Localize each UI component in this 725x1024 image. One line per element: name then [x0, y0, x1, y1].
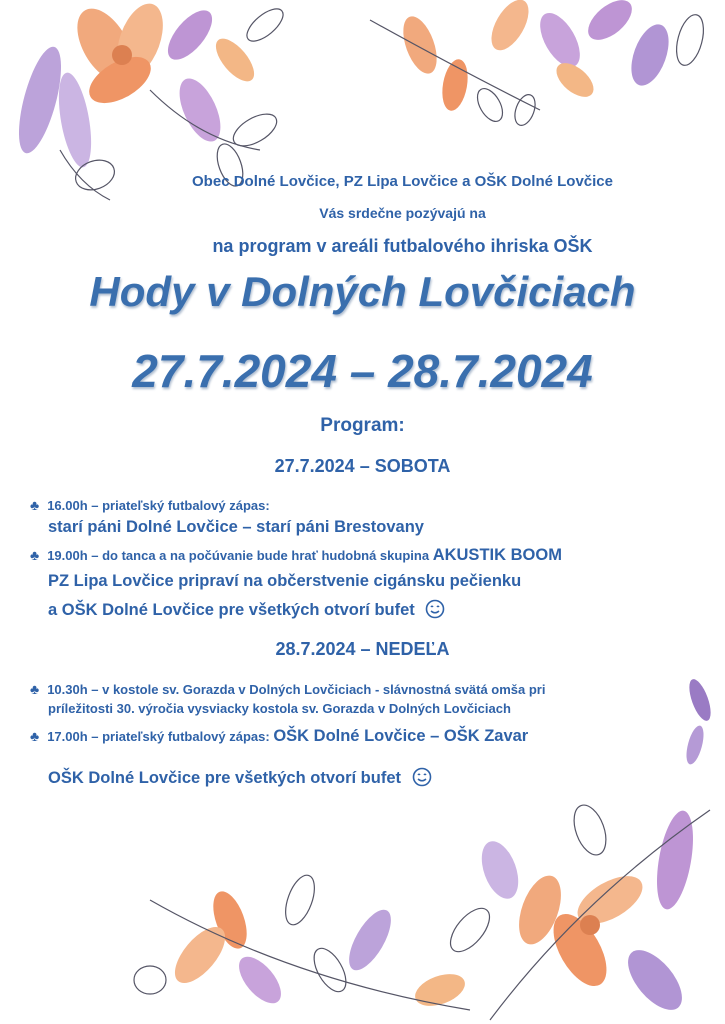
closing-line-wrap	[48, 767, 432, 788]
floral-decoration-top-right	[360, 0, 725, 130]
day2-item1-line1: 10.30h – v kostole sv. Gorazda v Dolných Lovčiciach - slávnostná svätá omša pri	[47, 682, 546, 697]
day1-item2-line3: a OŠK Dolné Lovčice pre všetkých otvorí bufet	[48, 601, 415, 619]
day1-item2-line3-wrap	[48, 599, 445, 620]
day2-item2-lead: 17.00h – priateľský futbalový zápas:	[47, 729, 270, 744]
organizers-line: Obec Dolné Lovčice, PZ Lipa Lovčice a OŠK Dolné Lovčice	[192, 173, 613, 190]
day1-item2-lead: 19.00h – do tanca a na počúvanie bude hrať hudobná skupina	[47, 548, 430, 563]
day2-heading: 28.7.2024 – NEDEĽA	[275, 639, 450, 659]
event-dates: 27.7.2024 – 28.7.2024	[132, 345, 593, 397]
invitation-line: Vás srdečne pozývajú na	[319, 205, 486, 221]
venue-line: na program v areáli futbalového ihriska OŠK	[212, 236, 593, 256]
day1-item1-detail: starí páni Dolné Lovčice – starí páni Brestovany	[48, 518, 424, 536]
club-bullet-icon: ♣	[30, 681, 40, 697]
day2-item1-line2: príležitosti 30. výročia vysviacky kostola sv. Gorazda v Dolných Lovčiciach	[48, 701, 511, 716]
smiley-icon	[425, 599, 445, 619]
smiley-icon	[412, 767, 432, 787]
day2-item2-match: OŠK Dolné Lovčice – OŠK Zavar	[273, 727, 529, 745]
day1-item2	[30, 546, 562, 565]
club-bullet-icon: ♣	[30, 547, 40, 563]
day1-heading: 27.7.2024 – SOBOTA	[274, 456, 451, 476]
day2-item2	[30, 727, 528, 746]
day2-item1	[30, 681, 545, 697]
club-bullet-icon: ♣	[30, 497, 40, 513]
closing-line: OŠK Dolné Lovčice pre všetkých otvorí bufet	[48, 769, 402, 787]
floral-decoration-right-edge	[670, 670, 725, 780]
program-label: Program:	[320, 415, 405, 436]
day1-item2-band: AKUSTIK BOOM	[432, 546, 562, 564]
day1-item1	[30, 497, 270, 513]
event-title: Hody v Dolných Lovčiciach	[89, 268, 636, 315]
day1-item1-lead: 16.00h – priateľský futbalový zápas:	[47, 498, 270, 513]
floral-decoration-bottom	[110, 780, 725, 1024]
club-bullet-icon: ♣	[30, 728, 40, 744]
day1-item2-line2: PZ Lipa Lovčice pripraví na občerstvenie cigánsku pečienku	[48, 572, 522, 590]
